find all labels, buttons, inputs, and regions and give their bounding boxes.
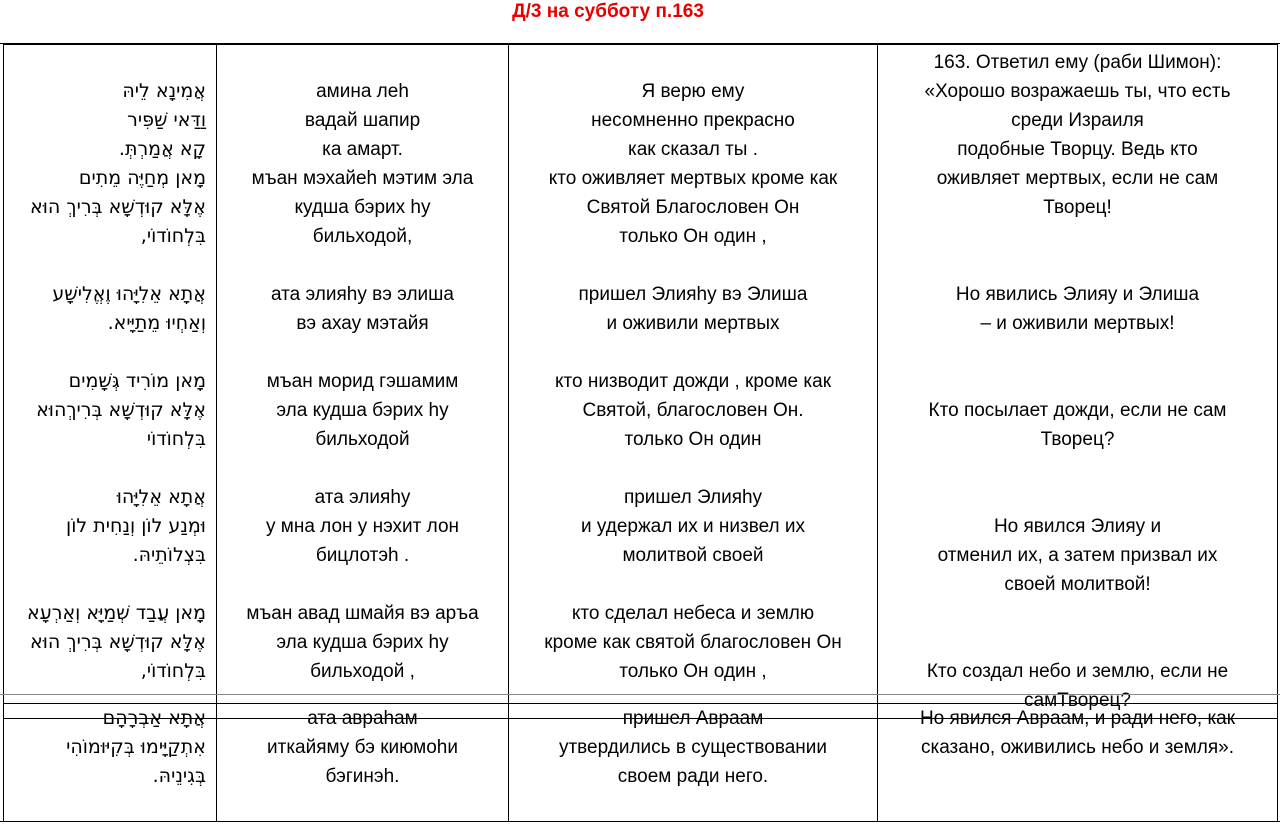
text-line: מָאן מוֹרִיד גְּשָׁמִים (68, 370, 206, 392)
text-line: אִתְקַיָּימוּ בְּקִיּוּמוֹהִי (66, 736, 206, 758)
text-line: мъан морид гэшамим (266, 371, 459, 392)
text-table-second (3, 703, 1278, 822)
text-line: у мна лон у нэхит лон (265, 516, 460, 537)
text-line: своем ради него. (617, 766, 769, 787)
text-line (509, 454, 877, 483)
page-title: Д/3 на субботу п.163 (512, 1, 704, 22)
text-line: только Он один (624, 429, 762, 450)
table-row (4, 45, 1278, 719)
text-line: ата авраhам (307, 708, 418, 729)
text-line: בִּלְחוֹדוֹי (146, 428, 206, 450)
text-line: אֲתָא אַבְרָהָם (102, 707, 206, 729)
text-line: утвердились в существовании (558, 737, 828, 758)
text-line: вэ ахау мэтайя (296, 313, 429, 334)
text-line: бильходой (315, 429, 410, 450)
text-line: Но явились Элияу и Элиша (955, 284, 1200, 305)
text-line: кроме как святой благословен Он (544, 632, 842, 653)
text-line: ата элияhу (314, 487, 411, 508)
section-divider (0, 694, 1280, 695)
text-line: кто низводит дожди , кроме как (554, 371, 832, 392)
text-line: בִּלְחוֹדוֹי, (140, 225, 206, 247)
transliteration-column (217, 45, 509, 719)
text-line: мъан мэхайеh мэтим эла (251, 168, 474, 189)
text-line: בִּצְלוֹתֵיהּ. (132, 544, 206, 566)
text-line: отменил их, а затем призвал их (937, 545, 1218, 566)
text-line: בְּגִינֵיהּ. (152, 765, 206, 787)
text-line: אֶלָּא קוּדְשָׁא בְּרִיךְ הוּא (30, 196, 206, 218)
text-line: эла кудша бэрих hу (276, 632, 449, 653)
text-line: и удержал их и низвел их (580, 516, 806, 537)
text-line: Святой, благословен Он. (582, 400, 804, 421)
text-line: «Хорошо возражаешь ты, что есть (924, 81, 1231, 102)
text-line: קָא אֲמַרְתְּ. (118, 138, 206, 160)
text-line: эла кудша бэрих hу (276, 400, 449, 421)
text-line: Кто создал небо и землю, если не (926, 661, 1229, 682)
text-line: – и оживили мертвых! (980, 313, 1175, 334)
hebrew-column (4, 704, 217, 822)
text-line: 163. Ответил ему (раби Шимон): (933, 52, 1222, 73)
table-row (4, 704, 1278, 822)
text-line: бицлотэh . (315, 545, 410, 566)
text-line: только Он один , (619, 226, 767, 247)
text-line: וּמְנַע לוֹן וְנַחִית לוֹן (66, 515, 206, 537)
text-line: среди Израиля (1011, 110, 1144, 131)
text-line: бильходой, (312, 226, 413, 247)
text-line (878, 599, 1277, 628)
text-line: оживляет мертвых, если не сам (936, 168, 1219, 189)
text-line: מָאן עֲבַד שְׁמַיָּא וְאַרְעָא (26, 602, 206, 624)
text-line: пришел Авраам (622, 708, 764, 729)
text-line (878, 367, 1277, 396)
text-line: ата элияhу вэ элиша (271, 284, 454, 305)
russian-column (509, 45, 878, 719)
text-line: Кто посылает дожди, если не сам (928, 400, 1227, 421)
text-line: молитвой своей (622, 545, 764, 566)
text-line (4, 251, 206, 280)
transliteration-column (217, 704, 509, 822)
text-line (878, 454, 1277, 483)
text-line: пришел Элияhу вэ Элиша (578, 284, 808, 305)
text-line: мъан авад шмайя вэ аръа (246, 603, 479, 624)
text-line: кто оживляет мертвых кроме как (548, 168, 838, 189)
text-line (217, 338, 508, 367)
text-line (4, 338, 206, 367)
bottom-rule (0, 821, 1280, 822)
text-line: אֲמִינָא לֵיהּ (122, 80, 206, 102)
text-line: וַדַּאי שַׁפִּיר (127, 109, 206, 131)
text-line: бильходой , (310, 661, 415, 682)
text-line (509, 251, 877, 280)
text-line (878, 628, 1277, 657)
text-line (878, 338, 1277, 367)
text-line: бэгинэh. (325, 766, 400, 787)
text-line (878, 251, 1277, 280)
text-line: сказано, оживились небо и земля». (920, 737, 1235, 758)
text-line: וְאַחְיוּ מֵתַיָּיא. (107, 312, 206, 334)
text-line: своей молитвой! (1004, 574, 1151, 595)
text-line: кудша бэрих hу (294, 197, 431, 218)
text-line (509, 570, 877, 599)
russian-column (509, 704, 878, 822)
text-line: מָאן מְחַיֶּה מֵתִים (78, 167, 206, 189)
text-line (878, 222, 1277, 251)
text-line: אֲתָא אֵלִיָּהוּ וֶאֱלִישָׁע (52, 283, 206, 305)
text-line (509, 338, 877, 367)
text-line: амина леh (316, 81, 409, 102)
text-line (217, 570, 508, 599)
text-line: пришел Элияhу (623, 487, 763, 508)
text-line: как сказал ты . (627, 139, 759, 160)
text-line: самТворец? (1024, 690, 1131, 711)
text-line: בִּלְחוֹדוֹי, (140, 660, 206, 682)
text-line: иткайяму бэ киюмоhи (267, 737, 458, 758)
text-line: אֶלָּא קוּדְשָׁא בְּרִיךְהוּא (36, 399, 206, 421)
text-line: подобные Творцу. Ведь кто (957, 139, 1198, 160)
text-line: и оживили мертвых (606, 313, 780, 334)
text-line: Святой Благословен Он (586, 197, 800, 218)
text-line (217, 251, 508, 280)
hebrew-column (4, 45, 217, 719)
text-line: кто сделал небеса и землю (571, 603, 815, 624)
text-line: אֶלָּא קוּדְשָׁא בְּרִיךְ הוּא (30, 631, 206, 653)
text-line (4, 570, 206, 599)
text-line: Но явился Авраам, и ради него, как (919, 708, 1236, 729)
text-line: ка амарт. (322, 139, 403, 160)
text-line: אֲתָא אֵלִיָּהוּ (116, 486, 206, 508)
translation-column (878, 704, 1278, 822)
text-line: несомненно прекрасно (591, 110, 795, 131)
text-line: Творец? (1040, 429, 1115, 450)
text-line: вадай шапир (304, 110, 421, 131)
translation-column (878, 45, 1278, 719)
text-line: только Он один , (619, 661, 767, 682)
text-line (4, 454, 206, 483)
text-line: Но явился Элияу и (993, 516, 1162, 537)
text-table-main (3, 44, 1278, 719)
text-line (217, 454, 508, 483)
text-line (878, 483, 1277, 512)
text-line: Я верю ему (641, 81, 745, 102)
text-line: Творец! (1043, 197, 1112, 218)
